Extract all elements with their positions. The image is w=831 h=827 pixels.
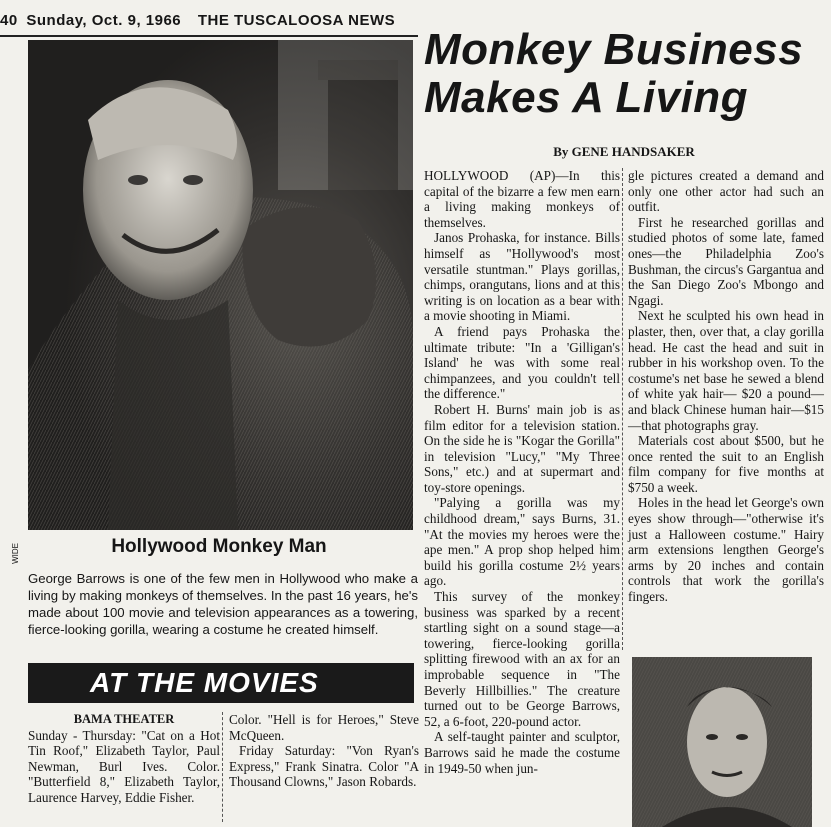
masthead-paper: THE TUSCALOOSA NEWS <box>197 12 396 29</box>
article-paragraph: A self-taught painter and sculptor, Barrows said he made the costume in 1949-50 when jun- <box>424 729 620 776</box>
movies-column-1 <box>28 712 220 805</box>
caption-text: George Barrows is one of the few men in Hollywood who make a living by making monkeys of themselves. In the past 16 years, he's made about 100 movie and television appearances as a towering, fierce-looking gorilla, wearing a costume he created himself. <box>28 571 418 637</box>
article-paragraph: Janos Prohaska, for instance. Bills himself as "Hollywood's most versatile stuntman." Plays gorillas, chimps, orangutans, lions and at this writing is on location as a bear with a movie shooting in Miami. <box>424 230 620 324</box>
page-number: 40 <box>0 12 18 29</box>
photo-illustration <box>28 40 413 530</box>
headline-line-2: Makes A Living <box>424 73 749 122</box>
article-paragraph: Holes in the head let George's own eyes show through—"otherwise it's just a Halloween costume." Hairy arm extensions lengthen George's arms by 20 inches and contain controls that work the gorilla's fingers. <box>628 495 824 605</box>
photo-credit: WIDE <box>11 543 20 564</box>
article-column-2 <box>622 168 824 650</box>
headline-line-1: Monkey Business <box>424 25 804 74</box>
theater-name: BAMA THEATER <box>73 712 175 726</box>
movies-column-2 <box>222 712 419 822</box>
article-paragraph: This survey of the monkey business was sparked by a recent startling sight on a sound stage—a towering, fierce-looking gorilla splitting firewood with an ax for an improbable sequence in "The Beverly Hillbillies." The creature turned out to be George Barrows, 52, a 6-foot, 220-pound actor. <box>424 589 620 729</box>
article-paragraph: Next he sculpted his own head in plaster, then, over that, a clay gorilla head. He cast the head and suit in rubber in his workshop oven. To the costume's net base he sewed a blend of white yak hair— $20 a pound—and black Chinese human hair—$15—that photographs gray. <box>628 308 824 433</box>
article-byline: By GENE HANDSAKER <box>553 144 695 159</box>
article-paragraph: "Palying a gorilla was my childhood dream," says Burns, 31. "At the movies my heroes were the ape men." A prop shop helped him build his gorilla costume 2½ years ago. <box>424 495 620 589</box>
masthead <box>0 12 420 34</box>
article-paragraph: Materials cost about $500, but he once rented the suit to an English film company for five months at $750 a week. <box>628 433 824 495</box>
masthead-rule <box>0 35 418 37</box>
article-headline <box>424 26 824 122</box>
movies-listing-2b: Friday Saturday: "Von Ryan's Express," Frank Sinatra. Color "A Thousand Clowns," Jason Robards. <box>229 743 419 789</box>
article-paragraph: HOLLYWOOD (AP)—In this capital of the bizarre a few men earn a living making monkeys of themselves. <box>424 168 620 230</box>
portrait-photo <box>632 657 812 827</box>
movies-banner: AT THE MOVIES <box>28 663 414 703</box>
masthead-date: Sunday, Oct. 9, 1966 <box>26 12 182 29</box>
caption-title: Hollywood Monkey Man <box>111 536 327 557</box>
article-column-1 <box>424 168 620 776</box>
article-paragraph: gle pictures created a demand and only one other actor had such an outfit. <box>628 168 824 215</box>
movies-listing-2a: Color. "Hell is for Heroes," Steve McQueen. <box>229 712 419 743</box>
news-photo-gorilla <box>28 40 413 530</box>
portrait-illustration <box>632 657 812 827</box>
movies-listing-1: Sunday - Thursday: "Cat on a Hot Tin Roof," Elizabeth Taylor, Paul Newman, Burl Ives. Color. "Butterfield 8," Elizabeth Taylor, Laurence Harvey, Eddie Fisher. <box>28 727 220 805</box>
article-paragraph: Robert H. Burns' main job is as film editor for a television station. On the side he is "Kogar the Gorilla" in television "Lucy," "My Three Sons," etc.) and at supermart and toy-store openings. <box>424 401 620 495</box>
article-paragraph: A friend pays Prohaska the ultimate tribute: "In a 'Gilligan's Island' he was with some real chimpanzees, and you couldn't tell the difference." <box>424 323 620 402</box>
article-paragraph: First he researched gorillas and studied photos of some late, famed ones—the Philadelphia Zoo's Bushman, the circus's Gargantua and the San Diego Zoo's Mbongo and Ngagi. <box>628 214 824 308</box>
